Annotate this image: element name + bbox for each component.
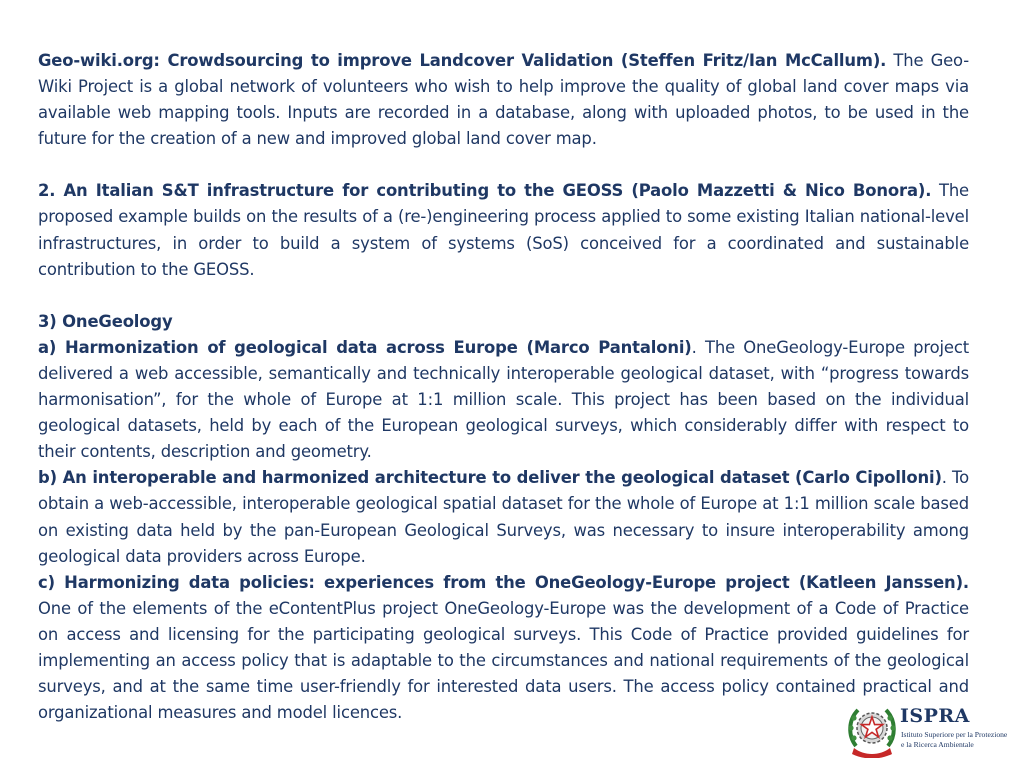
- geowiki-body: The Geo-Wiki Project is a global network of volunteers who wish to help improve the quality of global land cover maps via available web mapping tools. Inputs are recorded in a database, along with uploaded photos, to be used in the future for the creation of a new and improved global land cover map.: [38, 51, 969, 149]
- paragraph-onegeology-c: [38, 570, 969, 727]
- onegeology-c-title: c) Harmonizing data policies: experiences from the OneGeology-Europe project (Katleen Janssen).: [38, 572, 969, 592]
- onegeology-a-body: . The OneGeology-Europe project delivered a web accessible, semantically and technically interoperable geological dataset, with “progress towards harmonisation”, for the whole of Europe at 1:1 million scale. This project has been based on the individual geological datasets, held by each of the European geological surveys, which considerably differ with respect to their contents, description and geometry.: [38, 337, 970, 462]
- ispra-logo: [846, 702, 1016, 758]
- onegeology-b-title: b) An interoperable and harmonized architecture to deliver the geological dataset (Carlo Cipolloni): [38, 468, 942, 488]
- paragraph-onegeology-a: [38, 335, 969, 465]
- italian-title: 2. An Italian S&T infrastructure for contributing to the GEOSS (Paolo Mazzetti & Nico Bonora).: [38, 181, 932, 201]
- slide-body-text: [38, 48, 969, 726]
- paragraph-onegeology-b: [38, 465, 969, 569]
- paragraph-italian-infrastructure: [38, 178, 969, 282]
- onegeology-b-body: . To obtain a web-accessible, interoperable geological spatial dataset for the whole of Europe at 1:1 million scale based on existing data held by the pan-European Geological Surveys, was necessary to insure interoperability among geological data providers across Europe.: [38, 468, 969, 566]
- logo-subtitle: [901, 730, 1017, 750]
- logo-subtitle-line1: Istituto Superiore per la Protezione: [901, 730, 1008, 739]
- logo-name: ISPRA: [900, 705, 970, 727]
- paragraph-geowiki: [38, 48, 969, 152]
- geowiki-title: Geo-wiki.org: Crowdsourcing to improve Landcover Validation (Steffen Fritz/Ian McCallum).: [38, 51, 887, 70]
- italian-emblem-icon: [846, 702, 898, 758]
- onegeology-a-title: a) Harmonization of geological data across Europe (Marco Pantaloni): [38, 337, 692, 357]
- onegeology-heading: 3) OneGeology: [38, 311, 173, 331]
- logo-subtitle-line2: e la Ricerca Ambientale: [901, 740, 974, 749]
- italian-body: The proposed example builds on the results of a (re-)engineering process applied to some existing Italian national-level infrastructures, in order to build a system of systems (SoS) conceived for a coordinated and sustainable contribution to the GEOSS.: [38, 181, 969, 279]
- onegeology-c-body: One of the elements of the eContentPlus project OneGeology-Europe was the development of a Code of Practice on access and licensing for the participating geological surveys. This Code of Practice provided guidelines for implementing an access policy that is adaptable to the circumstances and national requirements of the geological surveys, and at the same time user-friendly for interested data users. The access policy contained practical and organizational measures and model licences.: [38, 598, 969, 723]
